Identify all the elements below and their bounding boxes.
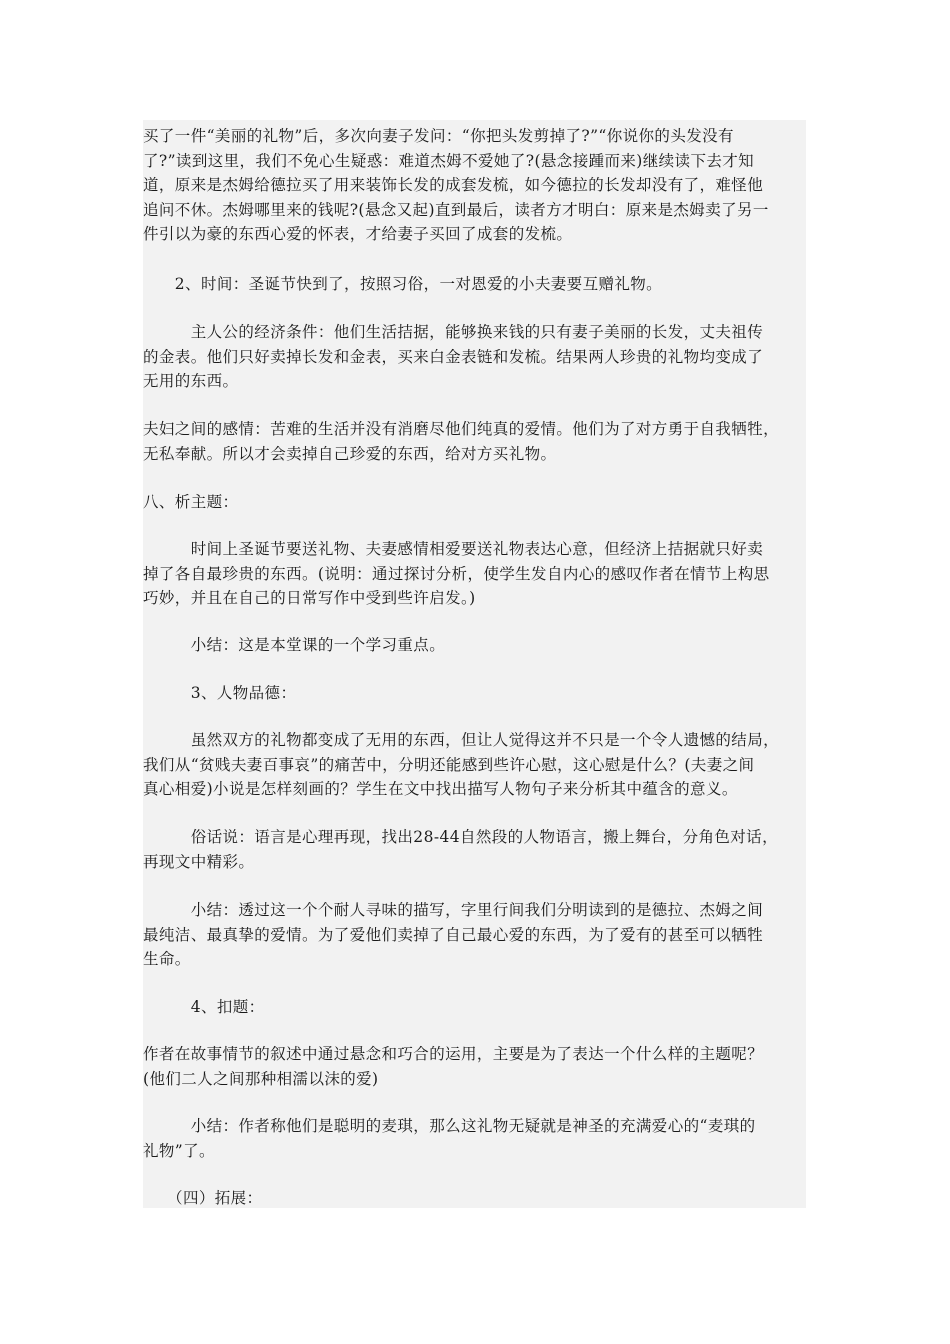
text-line: 生命。: [143, 950, 191, 968]
paragraph-dialogue-activity: [143, 825, 806, 874]
paragraph-time: [143, 272, 806, 297]
subheading-character-virtue: [143, 681, 806, 706]
text-line: 道，原来是杰姆给德拉买了用来装饰长发的成套发梳，如今德拉的长发却没有了，难怪他: [143, 176, 764, 194]
paragraph-theme-analysis: [143, 537, 806, 611]
text-line: 小结：这是本堂课的一个学习重点。: [143, 636, 446, 654]
text-line: 件引以为豪的东西心爱的怀表，才给妻子买回了成套的发梳。: [143, 225, 573, 243]
paragraph-summary-gift: [143, 1114, 806, 1163]
text-line: 真心相爱)小说是怎样刻画的？学生在文中找出描写人物句子来分析其中蕴含的意义。: [143, 780, 738, 798]
text-line: 3、人物品德：: [143, 684, 297, 702]
paragraph-economic-condition: [143, 320, 806, 394]
text-line: 礼物”了。: [143, 1141, 215, 1160]
text-line: 巧妙，并且在自己的日常写作中受到些许启发。): [143, 589, 476, 607]
paragraph-couple-feelings: [143, 417, 806, 466]
paragraph-summary-love: [143, 898, 806, 972]
section-heading-theme: [143, 490, 806, 515]
text-line: 再现文中精彩。: [143, 852, 255, 871]
subheading-extension: [143, 1186, 806, 1211]
text-line: 最纯洁、最真挚的爱情。为了爱他们卖掉了自己最心爱的东西，为了爱有的甚至可以牺牲: [143, 925, 764, 944]
text-line: 2、时间：圣诞节快到了，按照习俗，一对恩爱的小夫妻要互赠礼物。: [143, 275, 663, 293]
text-line: 作者在故事情节的叙述中通过悬念和巧合的运用，主要是为了表达一个什么样的主题呢？: [143, 1045, 764, 1063]
text-line: （四）拓展：: [143, 1189, 263, 1207]
text-line: 夫妇之间的感情：苦难的生活并没有消磨尽他们纯真的爱情。他们为了对方勇于自我牺牲，: [143, 420, 780, 438]
text-line: 主人公的经济条件：他们生活拮据，能够换来钱的只有妻子美丽的长发，丈夫祖传: [143, 323, 764, 341]
text-line: 买了一件“美丽的礼物”后，多次向妻子发问：“你把头发剪掉了?”“你说你的头发没有: [143, 127, 734, 145]
text-line: 无私奉献。所以才会卖掉自己珍爱的东西，给对方买礼物。: [143, 444, 557, 463]
paragraph-suspense-analysis: [143, 124, 806, 247]
text-line: 时间上圣诞节要送礼物、夫妻感情相爱要送礼物表达心意，但经济上拮据就只好卖: [143, 540, 764, 558]
text-line: 小结：作者称他们是聪明的麦琪，那么这礼物无疑就是神圣的充满爱心的“麦琪的: [143, 1117, 756, 1135]
text-line: 了?”读到这里，我们不免心生疑惑：难道杰姆不爱她了?(悬念接踵而来)继续读下去才知: [143, 151, 755, 170]
text-line: 掉了各自最珍贵的东西。(说明：通过探讨分析，使学生发自内心的感叹作者在情节上构思: [143, 564, 770, 583]
subheading-title-link: [143, 995, 806, 1020]
paragraph-theme-question: [143, 1042, 806, 1091]
text-line: 小结：透过这一个个耐人寻味的描写，字里行间我们分明读到的是德拉、杰姆之间: [143, 901, 764, 919]
text-line: 的金表。他们只好卖掉长发和金表，买来白金表链和发梳。结果两人珍贵的礼物均变成了: [143, 347, 764, 366]
text-line: 我们从“贫贱夫妻百事哀”的痛苦中，分明还能感到些许心慰，这心慰是什么？(夫妻之间: [143, 755, 755, 774]
document-content: [143, 120, 806, 1208]
paragraph-character-virtue: [143, 728, 806, 802]
text-line: 无用的东西。: [143, 372, 239, 390]
text-line: 追问不休。杰姆哪里来的钱呢?(悬念又起)直到最后，读者方才明白：原来是杰姆卖了另一: [143, 200, 769, 219]
text-line: (他们二人之间那种相濡以沫的爱): [143, 1069, 379, 1088]
text-line: 俗话说：语言是心理再现，找出28-44自然段的人物语言，搬上舞台，分角色对话，: [143, 828, 778, 846]
paragraph-summary-key-point: [143, 633, 806, 658]
text-line: 虽然双方的礼物都变成了无用的东西，但让人觉得这并不只是一个令人遗憾的结局，: [143, 731, 780, 749]
text-line: 八、析主题：: [143, 493, 239, 511]
text-line: 4、扣题：: [143, 998, 265, 1016]
